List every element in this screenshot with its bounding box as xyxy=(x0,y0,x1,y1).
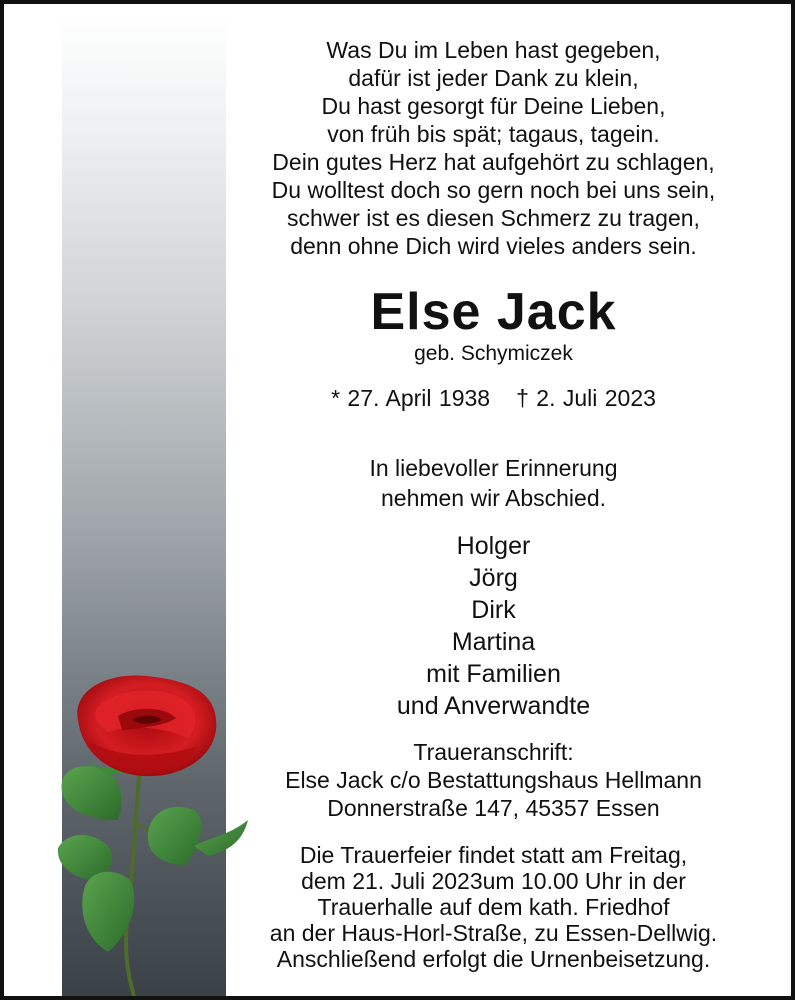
farewell-text xyxy=(226,453,761,513)
service-line: dem 21. Juli 2023um 10.00 Uhr in der xyxy=(301,868,686,894)
farewell-line: In liebevoller Erinnerung xyxy=(369,455,618,481)
mourner: Holger xyxy=(456,532,531,560)
death-date: † 2. Juli 2023 xyxy=(516,385,656,411)
poem-line: Dein gutes Herz hat aufgehört zu schlagen, xyxy=(272,149,715,175)
mourner: Dirk xyxy=(471,596,516,624)
farewell-line: nehmen wir Abschied. xyxy=(380,485,606,511)
deceased-name: Else Jack xyxy=(370,283,617,341)
service-line: Anschließend erfolgt die Urnenbeisetzung. xyxy=(276,946,711,972)
poem-line: von früh bis spät; tagaus, tagein. xyxy=(327,121,660,147)
service-line: Die Trauerfeier findet statt am Freitag, xyxy=(299,842,688,868)
mourner: Martina xyxy=(451,628,536,656)
poem-line: Du hast gesorgt für Deine Lieben, xyxy=(321,93,666,119)
service-line: an der Haus-Horl-Straße, zu Essen-Dellwig. xyxy=(269,920,718,946)
service-line: Trauerhalle auf dem kath. Friedhof xyxy=(317,894,670,920)
mourners-list xyxy=(226,530,761,722)
obituary-text xyxy=(226,0,761,1000)
funeral-service-info xyxy=(226,842,761,972)
birth-name: geb. Schymiczek xyxy=(414,342,573,365)
poem-line: schwer ist es diesen Schmerz zu tragen, xyxy=(287,205,700,231)
life-dates xyxy=(226,384,761,412)
poem-line: dafür ist jeder Dank zu klein, xyxy=(348,65,639,91)
address-line: Traueranschrift: xyxy=(413,739,574,765)
birth-date: * 27. April 1938 xyxy=(331,385,491,411)
mourner: Jörg xyxy=(469,564,518,592)
poem-line: Du wolltest doch so gern noch bei uns sein, xyxy=(271,177,716,203)
mourner: und Anverwandte xyxy=(396,692,591,720)
mourning-address xyxy=(226,738,761,822)
poem-line: denn ohne Dich wird vieles anders sein. xyxy=(290,233,697,259)
poem-line: Was Du im Leben hast gegeben, xyxy=(326,37,661,63)
address-line: Donnerstraße 147, 45357 Essen xyxy=(327,795,660,821)
address-line: Else Jack c/o Bestattungshaus Hellmann xyxy=(285,767,702,793)
mourner: mit Familien xyxy=(426,660,561,688)
memorial-poem xyxy=(226,36,761,260)
